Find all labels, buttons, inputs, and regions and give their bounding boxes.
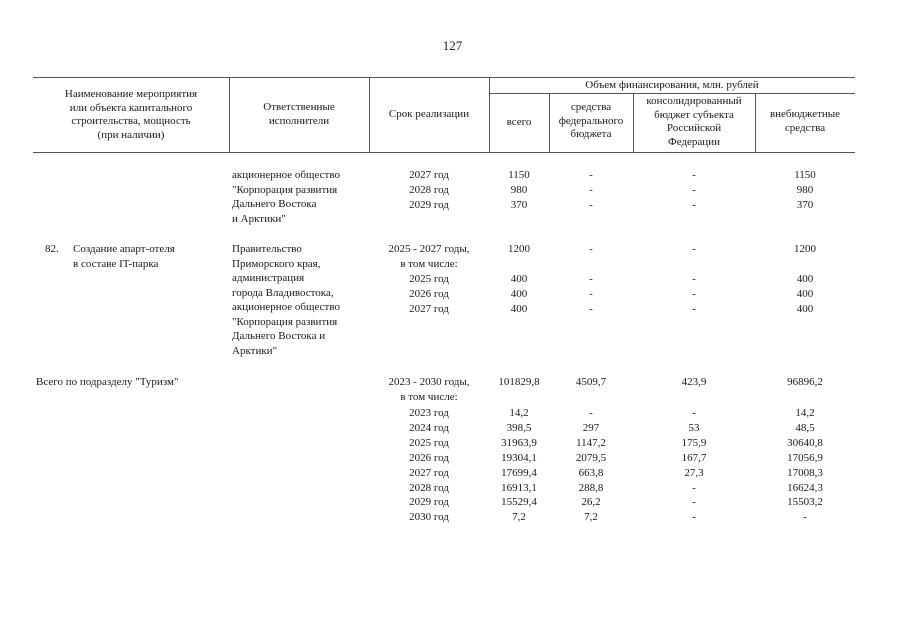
- item-extra-2: 400: [796, 303, 814, 315]
- total-period-1: 2024 год: [409, 422, 449, 434]
- item-consolidated-0: -: [692, 273, 696, 285]
- total-extra-4: 17008,3: [787, 467, 823, 479]
- header-federal-text: средства федерального бюджета: [558, 101, 624, 140]
- item-period-1: 2026 год: [409, 288, 449, 300]
- item-summary-consolidated: -: [692, 243, 696, 255]
- total-federal-2: 1147,2: [576, 437, 606, 449]
- total-period-2: 2025 год: [409, 437, 449, 449]
- total-consolidated-2: 175,9: [681, 437, 707, 449]
- block1-consolidated-2: -: [692, 199, 696, 211]
- item-consolidated-1: -: [692, 288, 696, 300]
- block1-period-1: 2028 год: [409, 184, 449, 196]
- item-name: Создание апарт-отеля в составе IT-парка: [73, 243, 175, 270]
- item-executors: Правительство Приморского края, администрация города Владивостока, акционерное общество "Корпорация развития Дальнего Востока и Арктики": [232, 243, 340, 357]
- total-federal-7: 7,2: [584, 511, 598, 523]
- block1-consolidated-1: -: [692, 184, 696, 196]
- header-executors-text: Ответственные исполнители: [263, 101, 335, 127]
- total-federal-3: 2079,5: [575, 452, 607, 464]
- total-consolidated-3: 167,7: [681, 452, 707, 464]
- item-period-0: 2025 год: [409, 273, 449, 285]
- total-summary-total: 101829,8: [498, 376, 540, 388]
- header-name-text: Наименование мероприятия или объекта капитального строительства, мощность (при наличии): [64, 88, 198, 141]
- block1-period-2: 2029 год: [409, 199, 449, 211]
- item-period-2: 2027 год: [409, 303, 449, 315]
- block1-federal-1: -: [589, 184, 593, 196]
- header-consolidated-text: консолидированный бюджет субъекта Российской Федерации: [646, 95, 742, 148]
- total-federal-5: 288,8: [578, 482, 604, 494]
- item-extra-0: 400: [796, 273, 814, 285]
- total-total-4: 17699,4: [501, 467, 537, 479]
- item-extra-1: 400: [796, 288, 814, 300]
- total-summary-period: 2023 - 2030 годы, в том числе:: [388, 376, 470, 403]
- item-federal-0: -: [589, 273, 593, 285]
- block1-period-0: 2027 год: [409, 169, 449, 181]
- block1-federal-2: -: [589, 199, 593, 211]
- item-summary-federal: -: [589, 243, 593, 255]
- block1-executor: акционерное общество "Корпорация развития Дальнего Востока и Арктики": [232, 169, 340, 225]
- total-federal-0: -: [589, 407, 593, 419]
- block1-extra-0: 1150: [794, 169, 816, 181]
- total-period-4: 2027 год: [409, 467, 449, 479]
- item-federal-2: -: [589, 303, 593, 315]
- total-period-7: 2030 год: [409, 511, 449, 523]
- block1-extra-1: 980: [796, 184, 814, 196]
- total-consolidated-7: -: [692, 511, 696, 523]
- total-total-2: 31963,9: [501, 437, 537, 449]
- header-extrabudget-text: внебюджетные средства: [769, 108, 841, 134]
- item-total-0: 400: [510, 273, 528, 285]
- item-summary-period: 2025 - 2027 годы, в том числе:: [388, 243, 470, 270]
- total-total-3: 19304,1: [501, 452, 537, 464]
- item-consolidated-2: -: [692, 303, 696, 315]
- header-total-text: всего: [506, 116, 532, 128]
- total-consolidated-0: -: [692, 407, 696, 419]
- total-period-0: 2023 год: [409, 407, 449, 419]
- total-consolidated-6: -: [692, 496, 696, 508]
- header-extrabudget: [755, 108, 855, 135]
- total-consolidated-5: -: [692, 482, 696, 494]
- header-funding: [489, 79, 855, 93]
- total-total-7: 7,2: [512, 511, 526, 523]
- total-name: Всего по подразделу "Туризм": [36, 376, 179, 388]
- block1-total-1: 980: [510, 184, 528, 196]
- total-extra-0: 14,2: [795, 407, 815, 419]
- header-period-text: Срок реализации: [388, 108, 470, 120]
- total-extra-3: 17056,9: [787, 452, 823, 464]
- total-period-3: 2026 год: [409, 452, 449, 464]
- total-total-5: 16913,1: [501, 482, 537, 494]
- total-extra-1: 48,5: [795, 422, 815, 434]
- header-consolidated: [633, 95, 755, 149]
- block1-consolidated-0: -: [692, 169, 696, 181]
- total-period-6: 2029 год: [409, 496, 449, 508]
- header-period: [369, 108, 489, 122]
- block1-total-0: 1150: [508, 169, 530, 181]
- header-bottom-rule: [33, 152, 855, 153]
- total-extra-2: 30640,8: [787, 437, 823, 449]
- total-federal-6: 26,2: [581, 496, 601, 508]
- block1-extra-2: 370: [796, 199, 814, 211]
- block1-total-2: 370: [510, 199, 528, 211]
- item-number: 82.: [45, 243, 59, 255]
- total-federal-4: 663,8: [578, 467, 604, 479]
- item-federal-1: -: [589, 288, 593, 300]
- total-extra-7: -: [803, 511, 807, 523]
- total-summary-extra: 96896,2: [787, 376, 823, 388]
- page-number: 127: [442, 38, 463, 53]
- total-extra-6: 15503,2: [787, 496, 823, 508]
- total-federal-1: 297: [582, 422, 600, 434]
- total-consolidated-1: 53: [688, 422, 700, 434]
- funding-sub-rule: [489, 93, 855, 94]
- item-summary-extra: 1200: [794, 243, 816, 255]
- header-total: [489, 116, 549, 130]
- total-total-1: 398,5: [506, 422, 532, 434]
- header-funding-text: Объем финансирования, млн. рублей: [585, 79, 759, 91]
- total-consolidated-4: 27,3: [684, 467, 704, 479]
- total-total-6: 15529,4: [501, 496, 537, 508]
- total-period-5: 2028 год: [409, 482, 449, 494]
- header-top-rule: [33, 77, 855, 78]
- item-total-2: 400: [510, 303, 528, 315]
- total-total-0: 14,2: [509, 407, 529, 419]
- item-summary-total: 1200: [508, 243, 530, 255]
- item-total-1: 400: [510, 288, 528, 300]
- header-name: [33, 88, 229, 142]
- block1-federal-0: -: [589, 169, 593, 181]
- header-federal: [549, 101, 633, 142]
- total-extra-5: 16624,3: [787, 482, 823, 494]
- header-executors: [229, 101, 369, 128]
- total-summary-consolidated: 423,9: [681, 376, 707, 388]
- total-summary-federal: 4509,7: [575, 376, 607, 388]
